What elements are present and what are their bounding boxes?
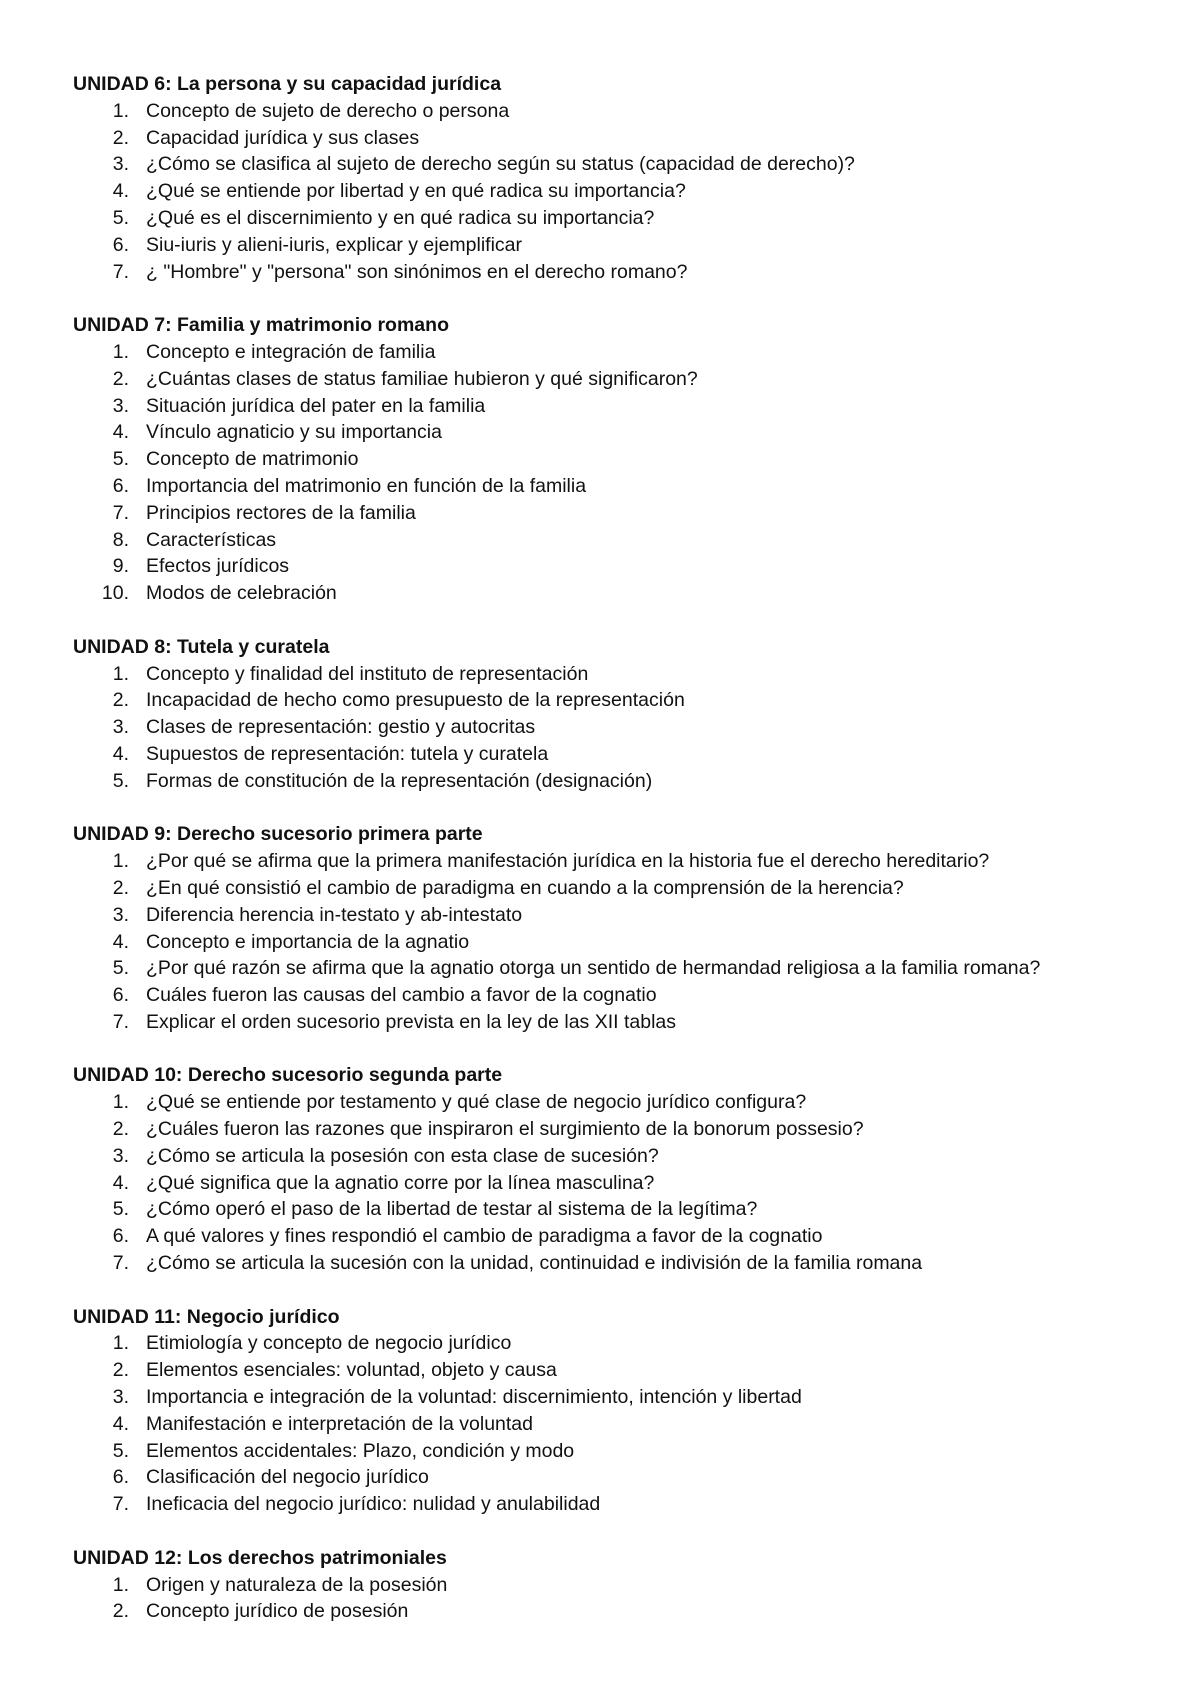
list-item-number: 5. [112,1198,129,1221]
unit-title: UNIDAD 10: Derecho sucesorio segunda parte [73,1064,503,1087]
list-item-text: Modos de celebración [146,582,337,605]
list-item-text: Importancia del matrimonio en función de la familia [146,474,587,497]
list-item-number: 1. [112,1091,129,1114]
list-item [73,661,1153,688]
list-item-text: ¿Qué significa que la agnatio corre por la línea masculina? [146,1171,655,1194]
list-item-text: ¿ "Hombre" y "persona" son sinónimos en el derecho romano? [146,260,688,283]
list-item [73,982,1153,1009]
list-item [73,1598,1153,1625]
list-item-text: ¿Cómo operó el paso de la libertad de testar al sistema de la legítima? [146,1198,758,1221]
list-item-number: 5. [112,206,129,229]
list-item [73,1170,1153,1197]
list-item-text: Principios rectores de la familia [146,501,416,524]
list-item-text: Cuáles fueron las causas del cambio a favor de la cognatio [146,984,657,1007]
list-item-text: ¿Qué se entiende por testamento y qué clase de negocio jurídico configura? [146,1091,807,1114]
list-item [73,473,1153,500]
question-list [73,1572,1153,1626]
list-item-number: 5. [112,448,129,471]
list-item-text: Concepto de sujeto de derecho o persona [146,99,510,122]
list-item-number: 4. [112,742,129,765]
list-item-text: A qué valores y fines respondió el cambio de paradigma a favor de la cognatio [146,1225,823,1248]
list-item-text: ¿Cómo se clasifica al sujeto de derecho según su status (capacidad de derecho)? [146,153,855,176]
list-item [73,929,1153,956]
list-item-text: Supuestos de representación: tutela y curatela [146,742,549,765]
list-item-number: 4. [112,1412,129,1435]
list-item [73,366,1153,393]
list-item-text: Manifestación e interpretación de la voluntad [146,1412,533,1435]
unit-title: UNIDAD 8: Tutela y curatela [73,635,330,658]
unit-title: UNIDAD 6: La persona y su capacidad jurídica [73,73,502,95]
list-item [73,419,1153,446]
list-item-text: Situación jurídica del pater en la familia [146,394,486,417]
list-item-text: Concepto jurídico de posesión [146,1600,409,1623]
unit-section [73,821,1153,1035]
list-item-number: 4. [112,421,129,444]
list-item-text: ¿Cuáles fueron las razones que inspiraron el surgimiento de la bonorum possesio? [146,1118,864,1141]
unit-title: UNIDAD 9: Derecho sucesorio primera parte [73,823,483,846]
list-item [73,339,1153,366]
list-item-text: Siu-iuris y alieni-iuris, explicar y ejemplificar [146,233,523,256]
list-item [73,687,1153,714]
list-item-number: 5. [112,957,129,980]
list-item [73,1572,1153,1599]
list-item-text: Clases de representación: gestio y autocritas [146,716,536,739]
list-item [73,98,1153,125]
list-item-number: 1. [112,1332,129,1355]
list-item-text: Características [146,528,277,551]
list-item-text: Capacidad jurídica y sus clases [146,126,420,149]
question-list [73,848,1153,1036]
list-item [73,151,1153,178]
list-item-text: Concepto e integración de familia [146,340,436,363]
list-item-number: 3. [112,153,129,176]
list-item-text: Origen y naturaleza de la posesión [146,1573,448,1596]
list-item-text: ¿Por qué razón se afirma que la agnatio otorga un sentido de hermandad religiosa a la familia romana? [146,957,1041,980]
list-item [73,902,1153,929]
list-item-text: ¿En qué consistió el cambio de paradigma en cuando a la comprensión de la herencia? [146,876,904,899]
list-item-text: Explicar el orden sucesorio prevista en la ley de las XII tablas [146,1010,677,1033]
question-list [73,339,1153,607]
list-item-number: 1. [112,340,129,363]
list-item-number: 4. [112,1171,129,1194]
question-list [73,98,1153,286]
list-item-number: 2. [112,126,129,149]
list-item-text: Concepto de matrimonio [146,448,359,471]
list-item [73,1223,1153,1250]
list-item-number: 2. [112,689,129,712]
list-item-number: 4. [112,930,129,953]
list-item-number: 7. [112,260,129,283]
list-item-text: Etimiología y concepto de negocio jurídico [146,1332,512,1355]
list-item-text: Concepto e importancia de la agnatio [146,930,470,953]
list-item [73,1089,1153,1116]
list-item [73,955,1153,982]
list-item [73,178,1153,205]
list-item-text: ¿Qué se entiende por libertad y en qué radica su importancia? [146,180,686,203]
list-item-number: 6. [112,233,129,256]
list-item-number: 5. [112,1439,129,1462]
question-list [73,661,1153,795]
list-item-text: Elementos accidentales: Plazo, condición y modo [146,1439,575,1462]
list-item-number: 3. [112,903,129,926]
list-item-number: 2. [112,1600,129,1623]
list-item-text: Vínculo agnaticio y su importancia [146,421,442,444]
list-item [73,580,1153,607]
list-item-number: 1. [112,850,129,873]
list-item-text: ¿Por qué se afirma que la primera manifestación jurídica en la historia fue el derecho hereditario? [146,850,990,873]
unit-section [73,1304,1153,1518]
list-item-number: 9. [112,555,129,578]
list-item [73,1491,1153,1518]
list-item-text: Incapacidad de hecho como presupuesto de la representación [146,689,685,712]
list-item [73,500,1153,527]
list-item [73,1250,1153,1277]
list-item-number: 1. [112,1573,129,1596]
list-item-number: 7. [112,1493,129,1516]
list-item [73,1384,1153,1411]
list-item-number: 3. [112,394,129,417]
list-item [73,1196,1153,1223]
list-item [73,527,1153,554]
list-item [73,848,1153,875]
question-list [73,1089,1153,1277]
list-item [73,1116,1153,1143]
list-item [73,714,1153,741]
list-item-number: 3. [112,716,129,739]
unit-section [73,312,1153,607]
list-item [73,768,1153,795]
list-item [73,1438,1153,1465]
list-item [73,446,1153,473]
list-item-text: Diferencia herencia in-testato y ab-intestato [146,903,523,926]
list-item-number: 1. [112,99,129,122]
list-item [73,125,1153,152]
list-item-number: 3. [112,1144,129,1167]
list-item-text: Elementos esenciales: voluntad, objeto y causa [146,1359,557,1382]
list-item-number: 6. [112,1225,129,1248]
list-item [73,875,1153,902]
list-item-text: ¿Cuántas clases de status familiae hubieron y qué significaron? [146,367,698,390]
list-item [73,1143,1153,1170]
list-item-number: 2. [112,1118,129,1141]
unit-title: UNIDAD 7: Familia y matrimonio romano [73,314,449,337]
list-item-number: 5. [112,769,129,792]
unit-section [73,634,1153,795]
list-item-text: ¿Qué es el discernimiento y en qué radica su importancia? [146,206,655,229]
unit-section [73,1545,1153,1625]
list-item-text: Clasificación del negocio jurídico [146,1466,429,1489]
list-item [73,1464,1153,1491]
list-item [73,553,1153,580]
list-item [73,1009,1153,1036]
list-item [73,1411,1153,1438]
list-item [73,232,1153,259]
unit-title: UNIDAD 12: Los derechos patrimoniales [73,1546,447,1569]
list-item-number: 2. [112,1359,129,1382]
list-item-text: ¿Cómo se articula la posesión con esta clase de sucesión? [146,1144,659,1167]
list-item-number: 4. [112,180,129,203]
list-item-number: 6. [112,984,129,1007]
list-item-number: 10. [101,582,129,605]
unit-section [73,1062,1153,1276]
list-item-number: 6. [112,1466,129,1489]
list-item-number: 2. [112,367,129,390]
list-item [73,259,1153,286]
list-item-text: Concepto y finalidad del instituto de representación [146,662,589,685]
list-item-number: 7. [112,501,129,524]
list-item [73,1330,1153,1357]
list-item-number: 7. [112,1010,129,1033]
list-item [73,1357,1153,1384]
list-item-text: Efectos jurídicos [146,555,290,578]
list-item [73,205,1153,232]
list-item-number: 6. [112,474,129,497]
list-item-number: 1. [112,662,129,685]
list-item-number: 3. [112,1386,129,1409]
list-item [73,741,1153,768]
list-item-text: Formas de constitución de la representación (designación) [146,769,653,792]
document-body [73,71,1153,1652]
list-item-number: 8. [112,528,129,551]
unit-title: UNIDAD 11: Negocio jurídico [73,1305,340,1328]
unit-section [73,71,1153,285]
list-item-number: 2. [112,876,129,899]
list-item-number: 7. [112,1252,129,1275]
list-item-text: ¿Cómo se articula la sucesión con la unidad, continuidad e indivisión de la familia romana [146,1252,923,1275]
question-list [73,1330,1153,1518]
list-item [73,393,1153,420]
list-item-text: Ineficacia del negocio jurídico: nulidad y anulabilidad [146,1493,601,1516]
list-item-text: Importancia e integración de la voluntad: discernimiento, intención y libertad [146,1386,802,1409]
